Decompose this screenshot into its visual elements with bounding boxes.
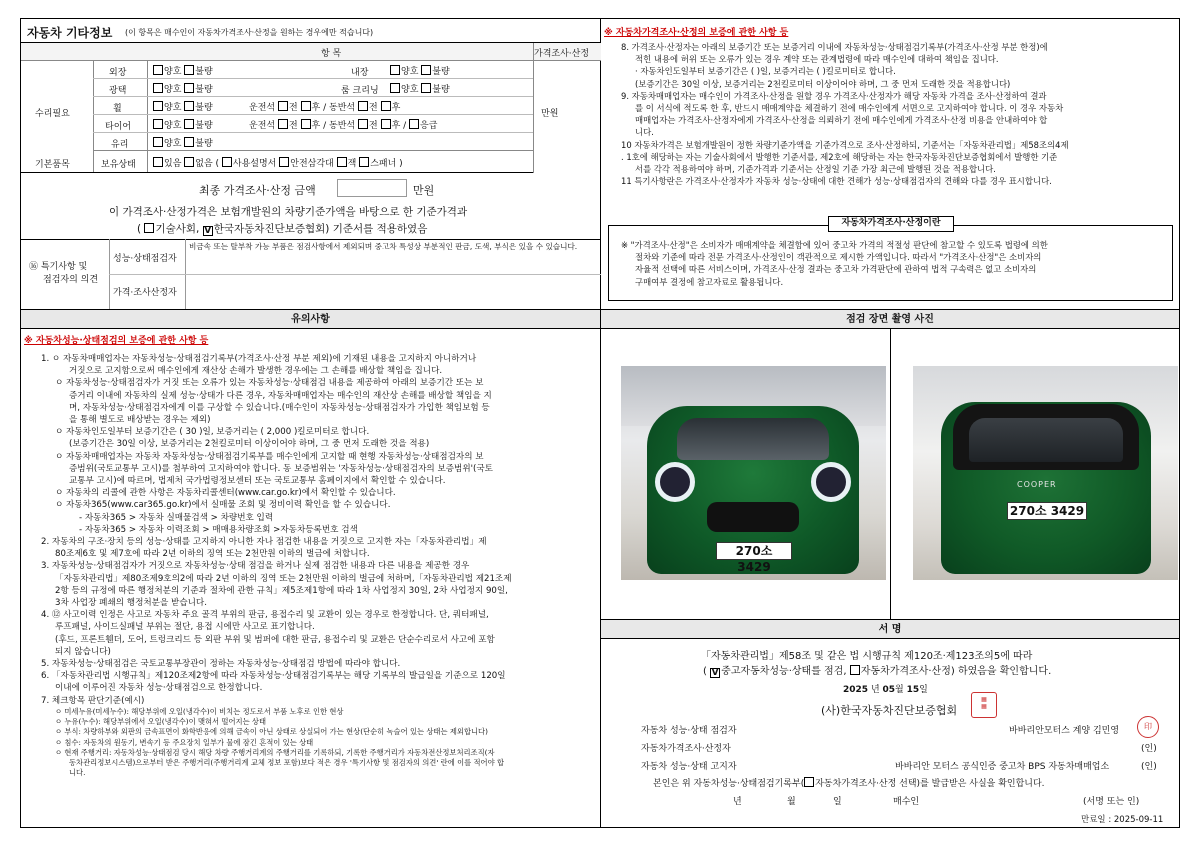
checkbox-items-have[interactable] — [153, 157, 163, 167]
final-price-label: 최종 가격조사·산정 금액 — [199, 184, 316, 197]
sign-head: 서 명 — [601, 619, 1179, 639]
basis-line2: ( 기술사회, V 한국자동차진단보증협회) 기준서를 적용하였음 — [137, 223, 428, 236]
checkbox-wheel-pass-front[interactable] — [358, 101, 368, 111]
final-price-unit: 만원 — [413, 184, 435, 197]
checkbox-tire-driver-front[interactable] — [278, 119, 288, 129]
checkbox-tire-bad[interactable] — [184, 119, 194, 129]
photos-head: 점검 장면 촬영 사진 — [601, 309, 1179, 329]
notifier-seal: (인) — [1141, 762, 1157, 772]
row-basic-items: 기본품목 보유상태 있음 없음 ( 사용설명서 안전삼각대 잭 스패너 ) — [21, 151, 533, 173]
items-header: 항 목 — [321, 49, 342, 59]
checkbox-wheel-driver-rear[interactable] — [301, 101, 311, 111]
notes-head: 유의사항 — [21, 309, 600, 329]
special-appraiser-label: 가격·조사산정자 — [113, 288, 177, 298]
price-box-title: 자동차가격조사·산정이란 — [828, 216, 954, 232]
buyer-date-y: 년 — [733, 797, 742, 807]
right-column — [601, 19, 1179, 827]
checkbox-wheel-driver-front[interactable] — [278, 101, 288, 111]
checkbox-tire-pass-rear[interactable] — [381, 119, 391, 129]
price-header: 가격조사·산정 — [534, 49, 590, 59]
checkbox-wheel-good[interactable] — [153, 101, 163, 111]
buyer-confirm: 본인은 위 자동차성능·상태점검기록부( 자동차가격조사·산정 선택)를 발급받은 사실을 확인합니다. — [653, 779, 1045, 789]
checkbox-room-bad[interactable] — [421, 83, 431, 93]
special-inspector-text: 비금속 또는 탈부착 가능 부품은 점검사항에서 제외되며 중고차 특성상 부분적인 판금, 도색, 부식은 있을 수 있습니다. — [189, 242, 578, 251]
role-notifier: 자동차 성능·상태 고지자 — [641, 762, 737, 772]
role-inspector-name: 바바리안모터스 계양 김민영 — [1009, 726, 1120, 736]
rear-photo — [913, 366, 1178, 580]
group-repair: 수리필요 — [35, 109, 70, 119]
checkbox-tire-driver-rear[interactable] — [301, 119, 311, 129]
price-guarantee-title: ※ 자동차가격조사·산정의 보증에 관한 사항 등 — [604, 28, 789, 38]
notes-body: 1. ㅇ 자동차매매업자는 자동차성능·상태점검기록부(가격조사·산정 부분 제외)에 기재된 내용을 고지하지 아니하거나 거짓으로 고지함으로써 매수인에게 재산상 손해가 발생한 경우에는 그 손해를 배상할 책임을 집니다. ㅇ 자동차성능·상태점검자가 거짓 또는 오류가 있는 자동차성능·상태점검 내용을 제공하여 아래의 보증기간 또는 보 증거리 이내에 자동차의 실제 성능·상태가 다른 경우, 자동차매매업자는 매수인의 재산상 손해를 배상할 책임을 지 며, 자동차성능·상태점검자에게 이를 구상할 수 있습니다.(매수인이 자동차성능·상태점검자가 가입한 책임보험 등 을 통해 별도로 배상받는 경우는 제외) ㅇ 자동차인도일부터 보증기간은 ( 30 )일, 보증거리는 ( 2,000 )킬로미터로 합니다. (보증기간은 30일 이상, 보증거리는 2천킬로미터 이상이어야 하며, 그 중 먼저 도래한 것을 적용) ㅇ 자동차매매업자는 자동차 자동차성능·상태점검기록부를 매수인에게 고지할 때 현행 자동차성능·상태점검자의 보 증범위(국토교통부 고시)를 첨부하여 고지하여야 합니다. 동 보증범위는 '자동차성능·상태점검자의 보증범위'(국토 교통부 고시)에 따르며, 법제처 국가법령정보센터 또는 국토교통부 홈페이지에서 확인할 수 있습니다. ㅇ 자동차의 리콜에 관한 사항은 자동차리콜센터(www.car.go.kr)에서 확인할 수 있습니다. ㅇ 자동차365(www.car365.go.kr)에서 실매물 조회 및 정비이력 확인을 할 수 있습니다. - 자동차365 > 자동차 실매물검색 > 차량번호 입력 - 자동차365 > 자동차 이력조회 > 매매용차량조회 >자동차등록번호 검색 2. 자동차의 구조·장치 등의 성능·상태를 고지하지 아니한 자나 점검한 내용을 거짓으로 고지한 자는「자동차관리법」제 80조제6호 및 제7호에 따라 2년 이하의 징역 또는 2천만원 이하의 벌금에 처합니다. 3. 자동차성능·상태점검자가 거짓으로 자동차성능·상태 점검을 하거나 실제 점검한 내용과 다른 내용을 제공한 경우 「자동차관리법」제80조제9호의2에 따라 2년 이하의 징역 또는 2천만원 이하의 벌금에 처하며,「자동차관리법 제21조제 2항 등의 규정에 따른 행정처분의 기준과 절차에 관한 규칙」제5조제1항에 따라 1차 사업정지 30일, 2차 사업정지 90일, 3차 사업장 폐쇄의 행정처분을 받습니다. 4. ⑫ 사고이력 인정은 사고로 자동차 주요 골격 부위의 판금, 용접수리 및 교환이 있는 경우로 한정합니다. 단, 쿼터패널, 루프패널, 사이드실패널 부위는 절단, 용접 시에만 사고로 표기합니다. (후드, 프론트휀더, 도어, 트렁크리드 등 외판 부위 및 범퍼에 대한 판금, 용접수리 및 교환은 단순수리로서 사고에 포함 되지 않습니다) 5. 자동차성능·상태점검은 국토교통부장관이 정하는 자동차성능·상태점검 방법에 따라야 합니다. 6. 「자동차관리법 시행규칙」제120조제2항에 따라 자동차성능·상태점검기록부는 해당 기록부의 발급일을 기준으로 120일 이내에 이루어진 자동차 성능·상태점검으로 한정합니다. 7. 체크항목 판단기준(예시) — [41, 354, 512, 706]
inspector-seal-icon: 印 — [1137, 716, 1159, 738]
checkbox-glass-bad[interactable] — [184, 137, 194, 147]
left-column: 자동차 기타정보 (이 항목은 매수인이 자동차가격조사·산정을 원하는 경우에만 적습니다) 항 목 가격조사·산정 수리필요 만원 외장 양호 불량 내장 양호 불량 광택 양호 불량 룸 크리닝 양호 불량 휠 양호 불량 운전석 전 후 / 동반석 전 후 타이어 양호 불량 운전석 전 후 / 동반석 전 후 / 응급 유리 양호 불량 기본품목 보유상태 있음 없음 ( 사용설명서 안전삼각대 잭 스패너 ) 최종 가격조사·산정 금액 만원 이 가격조사·산정가격은 보험개발원의 차량기준가액을 바탕으로 한 기준가격과 ( 기술사회, V 한국자동차진단보증협회) 기준서를 적용하였음 ⑯ 특기사항 및 점검자의 의견 성능·상태점검자 비금속 또는 탈부착 가능 부품은 점검사항에서 제외되며 중고차 특성상 부분적인 판금, 도색, 부식은 있을 수 있습니다. 가격·조사산정자 유의사항 ※ 자동차성능·상태점검의 보증에 관한 사항 등 1. ㅇ 자동차매매업자는 자동차성능·상태점검기록부(가격조사·산정 부분 제외)에 기재된 내용을 고지하지 아니하거나 거짓으로 고지함으로써 매수인에게 재산상 손해가 발생한 경우에는 그 손해를 배상할 책임을 집니다. ㅇ 자동차성능·상태점검자가 거짓 또는 오류가 있는 자동차성능·상태점검 내용을 제공하여 아래의 보증기간 또는 보 증거리 이내에 자동차의 실제 성능·상태가 다른 경우, 자동차매매업자는 매수인의 재산상 손해를 배상할 책임을 지 며, 자동차성능·상태점검자에게 이를 구상할 수 있습니다.(매수인이 자동차성능·상태점검자가 가입한 책임보험 등 을 통해 별도로 배상받는 경우는 제외) ㅇ 자동차인도일부터 보증기간은 ( 30 )일, 보증거리는 ( 2,000 )킬로미터로 합니다. (보증기간은 30일 이상, 보증거리는 2천킬로미터 이상이어야 하며, 그 중 먼저 도래한 것을 적용) ㅇ 자동차매매업자는 자동차 자동차성능·상태점검기록부를 매수인에게 고지할 때 현행 자동차성능·상태점검자의 보 증범위(국토교통부 고시)를 첨부하여 고지하여야 합니다. 동 보증범위는 '자동차성능·상태점검자의 보증범위'(국토 교통부 고시)에 따르며, 법제처 국가법령정보센터 또는 국토교통부 홈페이지에서 확인할 수 있습니다. ㅇ 자동차의 리콜에 관한 사항은 자동차리콜센터(www.car.go.kr)에서 확인할 수 있습니다. ㅇ 자동차365(www.car365.go.kr)에서 실매물 조회 및 정비이력 확인을 할 수 있습니다. - 자동차365 > 자동차 실매물검색 > 차량번호 입력 - 자동차365 > 자동차 이력조회 > 매매용차량조회 >자동차등록번호 검색 2. 자동차의 구조·장치 등의 성능·상태를 고지하지 아니한 자나 점검한 내용을 거짓으로 고지한 자는「자동차관리법」제 80조제6호 및 제7호에 따라 2년 이하의 징역 또는 2천만원 이하의 벌금에 처합니다. 3. 자동차성능·상태점검자가 거짓으로 자동차성능·상태 점검을 하거나 실제 점검한 내용과 다른 내용을 제공한 경우 「자동차관리법」제80조제9호의2에 따라 2년 이하의 징역 또는 2천만원 이하의 벌금에 처하며,「자동차관리법 제21조제 2항 등의 규정에 따른 행정처분의 기준과 절차에 관한 규칙」제5조제1항에 따라 1차 사업정지 30일, 2차 사업정지 90일, 3차 사업장 폐쇄의 행정처분을 받습니다. 4. ⑫ 사고이력 인정은 사고로 자동차 주요 골격 부위의 판금, 용접수리 및 교환이 있는 경우로 한정합니다. 단, 쿼터패널, 루프패널, 사이드실패널 부위는 절단, 용접 시에만 사고로 표기합니다. (후드, 프론트휀더, 도어, 트렁크리드 등 외판 부위 및 범퍼에 대한 판금, 용접수리 및 교환은 단순수리로서 사고에 포함 되지 않습니다) 5. 자동차성능·상태점검은 국토교통부장관이 정하는 자동차성능·상태점검 방법에 따라야 합니다. 6. 「자동차관리법 시행규칙」제120조제2항에 따라 자동차성능·상태점검기록부는 해당 기록부의 발급일을 기준으로 120일 이내에 이루어진 자동차 성능·상태점검으로 한정합니다. 7. 체크항목 판단기준(예시) ㅇ 미세누유(미세누수): 해당부위에 오일(냉각수)이 비치는 정도로서 부품 노후로 인한 현상 ㅇ 누유(누수): 해당부위에서 오일(냉각수)이 맺혀서 떨어지는 상태 ㅇ 부식: 차량하부와 외판의 금속표면이 화학반응에 의해 금속이 아닌 상태로 상실되어 가는 현상(단순히 녹슬어 있는 상태는 제외합니다) ㅇ 침수: 자동차의 원동기, 변속기 등 주요장치 일부가 물에 잠긴 흔적이 있는 상태 ㅇ 현재 주행거리: 자동차성능·상태점검 당시 해당 차량 주행거리계의 주행거리를 기록하되, 기록한 주행거리가 자동차전산정보처리조직(자 동차관리정보시스템)으로부터 받은 주행거리(주행거리계 교체 정보 포함)보다 적은 경우 '특기사항 및 점검자의 의견' 란에 이를 적어야 합 니다. — [21, 19, 601, 827]
row-gloss: 광택 양호 불량 룸 크리닝 양호 불량 — [93, 79, 533, 97]
role-notifier-name: 바바리안 모터스 공식인증 중고차 BPS 자동차매매업소 — [895, 762, 1110, 772]
row-exterior: 외장 양호 불량 내장 양호 불량 — [93, 61, 533, 79]
inspection-record-page — [20, 18, 1180, 828]
extra-info-note: (이 항목은 매수인이 자동차가격조사·산정을 원하는 경우에만 적습니다) — [125, 28, 374, 37]
front-plate: 270소 3429 — [716, 542, 792, 560]
checkbox-exterior-bad[interactable] — [184, 65, 194, 75]
basis-line1: 이 가격조사·산정가격은 보험개발원의 차량기준가액을 바탕으로 한 기준가격과 — [109, 206, 468, 218]
checkbox-gloss-bad[interactable] — [184, 83, 194, 93]
checkbox-wheel-pass-rear[interactable] — [381, 101, 391, 111]
expire-date: 만료일 : 2025-09-11 — [1081, 815, 1164, 825]
checkbox-sign-inspect[interactable]: V — [711, 668, 719, 678]
checkbox-basis-kaia[interactable]: V — [204, 226, 212, 236]
role-inspector: 자동차 성능·상태 점검자 — [641, 726, 737, 736]
checkbox-gloss-good[interactable] — [153, 83, 163, 93]
sign-date: 2025 년 05월 15일 — [843, 685, 928, 695]
front-photo — [621, 366, 886, 580]
checkbox-sign-price[interactable] — [850, 665, 860, 675]
checkbox-glass-good[interactable] — [153, 137, 163, 147]
checkbox-tire-emergency[interactable] — [409, 119, 419, 129]
final-price-field[interactable] — [337, 179, 407, 197]
price-unit: 만원 — [541, 109, 559, 119]
checkbox-exterior-good[interactable] — [153, 65, 163, 75]
notes-title: ※ 자동차성능·상태점검의 보증에 관한 사항 등 — [24, 336, 209, 346]
price-explain-box: ※ "가격조사·산정"은 소비자가 매매계약을 체결함에 있어 중고차 가격의 적절성 판단에 참고할 수 있도록 법령에 의한 절차와 기준에 따라 전문 가격조사·산정인이 객관적으로 제시한 가액입니다. 따라서 "가격조사·산정"은 소비자의 자율적 선택에 따른 서비스이며, 가격조사·산정 결과는 중고차 가격판단에 관하여 법적 구속력은 없고 소비자의 구매여부 결정에 참고자료로 활용됩니다. — [608, 225, 1173, 301]
checkbox-interior-bad[interactable] — [421, 65, 431, 75]
appraiser-seal: (인) — [1141, 744, 1157, 754]
role-appraiser: 자동차가격조사·산정자 — [641, 744, 731, 754]
checkbox-jack[interactable] — [337, 157, 347, 167]
rear-plate: 270소 3429 — [1007, 502, 1087, 520]
buyer-label: 매수인 — [893, 797, 920, 807]
checkbox-buyer-price[interactable] — [804, 777, 814, 787]
checkbox-tire-pass-front[interactable] — [358, 119, 368, 129]
price-guarantee-body: 8. 가격조사·산정자는 아래의 보증기간 또는 보증거리 이내에 자동차성능·상태점검기록부(가격조사·산정 부분 한정)에 적힌 내용에 허위 또는 오류가 있는 경우 계약 또는 관계법령에 따라 매수인에 대하여 책임을 집니다. · 자동차인도일부터 보증기간은 ( )일, 보증거리는 ( )킬로미터로 합니다. (보증기간은 30일 이상, 보증거리는 2천킬로미터 이상이어야 하며, 그 중 먼저 도래한 것을 적용합니다) 9. 자동차매매업자는 매수인이 가격조사·산정을 원할 경우 가격조사·산정자가 해당 자동차 가격을 조사·산정하여 결과 를 이 서식에 적도록 한 후, 반드시 매매계약을 체결하기 전에 매수인에게 서면으로 고지하여야 합니다. 이 경우 자동차 매매업자는 가격조사·산정자에게 가격조사·산정을 의뢰하기 전에 매수인에게 가격조사·산정 비용을 안내하여야 합 니다. 10 자동차가격은 보험개발원이 정한 차량기준가액을 기준가격으로 조사·산정하되, 기준서는「자동차관리법」제58조의4제 . 1호에 해당하는 자는 기술사회에서 발행한 기준서를, 제2호에 해당하는 자는 한국자동차진단보증협회에서 발행한 기준 서를 각각 적용하여야 하며, 기준가격과 기준서는 산정일 기준 가장 최근에 발행된 것을 적용합니다. 11 특기사항란은 가격조사·산정자가 자동차 성능·상태에 대한 견해가 성능·상태점검자의 견해와 다를 경우 표시합니다. — [621, 42, 1069, 187]
special-label: ⑯ 특기사항 및 — [29, 262, 88, 272]
checkbox-interior-good[interactable] — [390, 65, 400, 75]
sign-law-line: 「자동차관리법」제58조 및 같은 법 시행규칙 제120조·제123조의5에 따라 — [701, 651, 1033, 662]
checkbox-items-none[interactable] — [184, 157, 194, 167]
checkbox-room-good[interactable] — [390, 83, 400, 93]
checkbox-basis-tech[interactable] — [144, 223, 154, 233]
checkbox-spanner[interactable] — [359, 157, 369, 167]
check-criteria: ㅇ 미세누유(미세누수): 해당부위에 오일(냉각수)이 비치는 정도로서 부품 노후로 인한 현상 ㅇ 누유(누수): 해당부위에서 오일(냉각수)이 맺혀서 떨어지는 상태 ㅇ 부식: 차량하부와 외판의 금속표면이 화학반응에 의해 금속이 아닌 상태로 상실되어 가는 현상(단순히 녹슬어 있는 상태는 제외합니다) ㅇ 침수: 자동차의 원동기, 변속기 등 주요장치 일부가 물에 잠긴 흔적이 있는 상태 ㅇ 현재 주행거리: 자동차성능·상태점검 당시 해당 차량 주행거리계의 주행거리를 기록하되, 기록한 주행거리가 자동차전산정보처리조직(자 동차관리정보시스템)으로부터 받은 주행거리(주행거리계 교체 정보 포함)보다 적은 경우 '특기사항 및 점검자의 의견' 란에 이를 적어야 합 니다. — [55, 707, 505, 778]
checkbox-wheel-bad[interactable] — [184, 101, 194, 111]
buyer-date-m: 월 — [787, 797, 796, 807]
extra-info-title: 자동차 기타정보 — [27, 26, 113, 40]
checkbox-manual[interactable] — [222, 157, 232, 167]
sign-org: (사)한국자동차진단보증협회 — [821, 704, 958, 717]
checkbox-tire-good[interactable] — [153, 119, 163, 129]
row-glass: 유리 양호 불량 — [93, 133, 533, 151]
buyer-sign-field[interactable]: (서명 또는 인) — [1083, 797, 1140, 807]
sign-confirm-line: ( V 중고자동차성능·상태를 점검, 자동차가격조사·산정) 하였음을 확인합니다. — [703, 666, 1052, 678]
rear-badge: COOPER — [1017, 480, 1057, 489]
buyer-date-d: 일 — [833, 797, 842, 807]
row-wheel: 휠 양호 불량 운전석 전 후 / 동반석 전 후 — [93, 97, 533, 115]
special-inspector-label: 성능·상태점검자 — [113, 254, 177, 264]
org-seal-icon: ▦ ▦ — [971, 692, 997, 718]
row-tire: 타이어 양호 불량 운전석 전 후 / 동반석 전 후 / 응급 — [93, 115, 533, 133]
checkbox-triangle[interactable] — [279, 157, 289, 167]
